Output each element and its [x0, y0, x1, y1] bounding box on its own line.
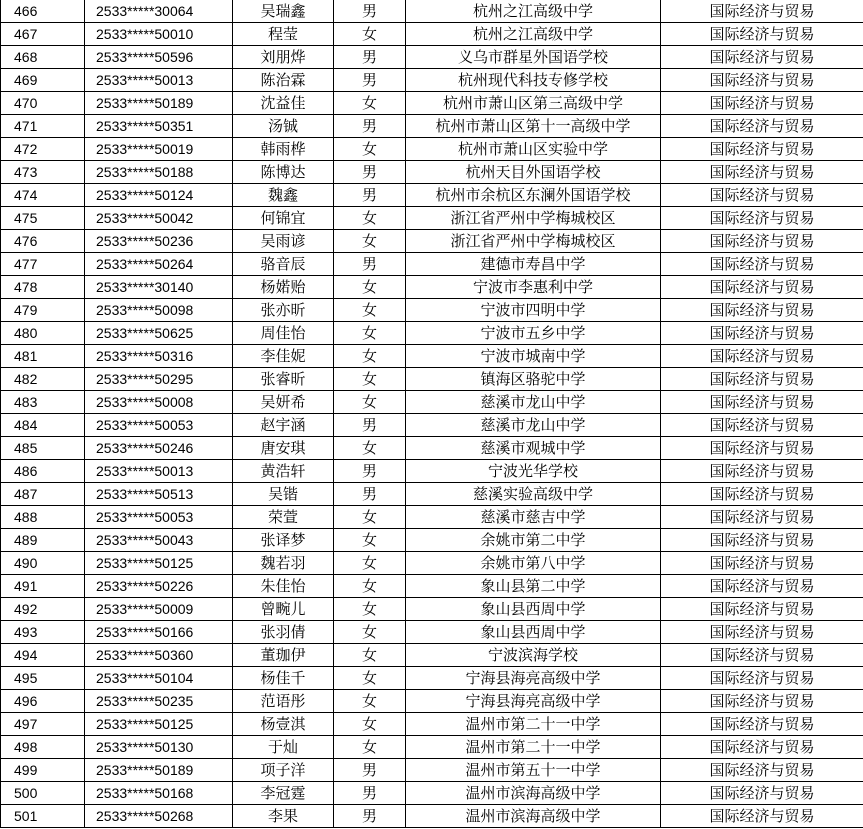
- school-cell: 杭州市萧山区第三高级中学: [406, 92, 661, 115]
- exam-id-cell: 2533*****50168: [85, 782, 233, 805]
- exam-id-cell: 2533*****50124: [85, 184, 233, 207]
- student-name-cell: 吴锴: [233, 483, 334, 506]
- row-number-cell: 495: [1, 667, 85, 690]
- school-cell: 义乌市群星外国语学校: [406, 46, 661, 69]
- row-number-cell: 498: [1, 736, 85, 759]
- student-name-cell: 杨壹淇: [233, 713, 334, 736]
- row-number-cell: 471: [1, 115, 85, 138]
- exam-id-cell: 2533*****50125: [85, 552, 233, 575]
- gender-cell: 男: [334, 253, 406, 276]
- student-name-cell: 唐安琪: [233, 437, 334, 460]
- student-name-cell: 汤铖: [233, 115, 334, 138]
- gender-cell: 女: [334, 575, 406, 598]
- major-cell: 国际经济与贸易: [661, 460, 863, 483]
- major-cell: 国际经济与贸易: [661, 805, 863, 828]
- row-number-cell: 476: [1, 230, 85, 253]
- table-row: [1, 759, 863, 782]
- gender-cell: 女: [334, 368, 406, 391]
- major-cell: 国际经济与贸易: [661, 230, 863, 253]
- row-number-cell: 499: [1, 759, 85, 782]
- major-cell: 国际经济与贸易: [661, 621, 863, 644]
- school-cell: 浙江省严州中学梅城校区: [406, 230, 661, 253]
- exam-id-cell: 2533*****50009: [85, 598, 233, 621]
- table-row: [1, 230, 863, 253]
- student-name-cell: 吴瑞鑫: [233, 0, 334, 23]
- table-row: [1, 69, 863, 92]
- school-cell: 象山县西周中学: [406, 598, 661, 621]
- school-cell: 象山县西周中学: [406, 621, 661, 644]
- gender-cell: 男: [334, 483, 406, 506]
- row-number-cell: 491: [1, 575, 85, 598]
- school-cell: 宁海县海亮高级中学: [406, 667, 661, 690]
- school-cell: 温州市滨海高级中学: [406, 782, 661, 805]
- major-cell: 国际经济与贸易: [661, 713, 863, 736]
- major-cell: 国际经济与贸易: [661, 414, 863, 437]
- row-number-cell: 489: [1, 529, 85, 552]
- school-cell: 宁波滨海学校: [406, 644, 661, 667]
- exam-id-cell: 2533*****50053: [85, 506, 233, 529]
- row-number-cell: 494: [1, 644, 85, 667]
- school-cell: 温州市滨海高级中学: [406, 805, 661, 828]
- student-name-cell: 陈治霖: [233, 69, 334, 92]
- exam-id-cell: 2533*****50166: [85, 621, 233, 644]
- exam-id-cell: 2533*****50360: [85, 644, 233, 667]
- major-cell: 国际经济与贸易: [661, 207, 863, 230]
- exam-id-cell: 2533*****50125: [85, 713, 233, 736]
- school-cell: 余姚市第八中学: [406, 552, 661, 575]
- exam-id-cell: 2533*****50098: [85, 299, 233, 322]
- student-name-cell: 何锦宜: [233, 207, 334, 230]
- row-number-cell: 469: [1, 69, 85, 92]
- gender-cell: 女: [334, 437, 406, 460]
- exam-id-cell: 2533*****30140: [85, 276, 233, 299]
- school-cell: 慈溪市慈吉中学: [406, 506, 661, 529]
- major-cell: 国际经济与贸易: [661, 23, 863, 46]
- school-cell: 宁海县海亮高级中学: [406, 690, 661, 713]
- row-number-cell: 486: [1, 460, 85, 483]
- row-number-cell: 490: [1, 552, 85, 575]
- exam-id-cell: 2533*****50235: [85, 690, 233, 713]
- school-cell: 杭州市萧山区实验中学: [406, 138, 661, 161]
- major-cell: 国际经济与贸易: [661, 0, 863, 23]
- student-name-cell: 杨佳千: [233, 667, 334, 690]
- row-number-cell: 483: [1, 391, 85, 414]
- table-row: [1, 46, 863, 69]
- table-row: [1, 621, 863, 644]
- gender-cell: 女: [334, 207, 406, 230]
- major-cell: 国际经济与贸易: [661, 506, 863, 529]
- student-name-cell: 程莹: [233, 23, 334, 46]
- row-number-cell: 472: [1, 138, 85, 161]
- major-cell: 国际经济与贸易: [661, 667, 863, 690]
- exam-id-cell: 2533*****50104: [85, 667, 233, 690]
- student-name-cell: 朱佳怡: [233, 575, 334, 598]
- table-row: [1, 0, 863, 23]
- school-cell: 慈溪实验高级中学: [406, 483, 661, 506]
- gender-cell: 女: [334, 621, 406, 644]
- major-cell: 国际经济与贸易: [661, 437, 863, 460]
- exam-id-cell: 2533*****50625: [85, 322, 233, 345]
- student-name-cell: 魏若羽: [233, 552, 334, 575]
- major-cell: 国际经济与贸易: [661, 368, 863, 391]
- gender-cell: 女: [334, 644, 406, 667]
- student-name-cell: 曾畹儿: [233, 598, 334, 621]
- row-number-cell: 487: [1, 483, 85, 506]
- gender-cell: 女: [334, 736, 406, 759]
- major-cell: 国际经济与贸易: [661, 276, 863, 299]
- row-number-cell: 497: [1, 713, 85, 736]
- school-cell: 慈溪市龙山中学: [406, 414, 661, 437]
- gender-cell: 女: [334, 230, 406, 253]
- major-cell: 国际经济与贸易: [661, 690, 863, 713]
- gender-cell: 男: [334, 184, 406, 207]
- row-number-cell: 475: [1, 207, 85, 230]
- gender-cell: 女: [334, 138, 406, 161]
- exam-id-cell: 2533*****50042: [85, 207, 233, 230]
- student-name-cell: 董珈伊: [233, 644, 334, 667]
- table-row: [1, 138, 863, 161]
- exam-id-cell: 2533*****50295: [85, 368, 233, 391]
- student-name-cell: 于灿: [233, 736, 334, 759]
- row-number-cell: 479: [1, 299, 85, 322]
- table-row: [1, 805, 863, 828]
- student-name-cell: 荣萱: [233, 506, 334, 529]
- student-name-cell: 杨婼贻: [233, 276, 334, 299]
- table-body: [1, 0, 863, 828]
- major-cell: 国际经济与贸易: [661, 46, 863, 69]
- row-number-cell: 493: [1, 621, 85, 644]
- table-row: [1, 115, 863, 138]
- school-cell: 镇海区骆驼中学: [406, 368, 661, 391]
- gender-cell: 女: [334, 391, 406, 414]
- row-number-cell: 496: [1, 690, 85, 713]
- exam-id-cell: 2533*****50264: [85, 253, 233, 276]
- major-cell: 国际经济与贸易: [661, 782, 863, 805]
- row-number-cell: 500: [1, 782, 85, 805]
- gender-cell: 女: [334, 552, 406, 575]
- exam-id-cell: 2533*****50236: [85, 230, 233, 253]
- gender-cell: 女: [334, 713, 406, 736]
- major-cell: 国际经济与贸易: [661, 552, 863, 575]
- table-row: [1, 506, 863, 529]
- exam-id-cell: 2533*****50008: [85, 391, 233, 414]
- school-cell: 慈溪市龙山中学: [406, 391, 661, 414]
- row-number-cell: 488: [1, 506, 85, 529]
- school-cell: 余姚市第二中学: [406, 529, 661, 552]
- student-name-cell: 骆音辰: [233, 253, 334, 276]
- gender-cell: 男: [334, 805, 406, 828]
- student-name-cell: 吴妍希: [233, 391, 334, 414]
- major-cell: 国际经济与贸易: [661, 575, 863, 598]
- school-cell: 宁波市城南中学: [406, 345, 661, 368]
- table-row: [1, 161, 863, 184]
- major-cell: 国际经济与贸易: [661, 644, 863, 667]
- row-number-cell: 480: [1, 322, 85, 345]
- exam-id-cell: 2533*****50013: [85, 69, 233, 92]
- gender-cell: 男: [334, 782, 406, 805]
- school-cell: 浙江省严州中学梅城校区: [406, 207, 661, 230]
- exam-id-cell: 2533*****30064: [85, 0, 233, 23]
- table-row: [1, 23, 863, 46]
- table-row: [1, 276, 863, 299]
- row-number-cell: 474: [1, 184, 85, 207]
- school-cell: 宁波市五乡中学: [406, 322, 661, 345]
- major-cell: 国际经济与贸易: [661, 115, 863, 138]
- gender-cell: 女: [334, 667, 406, 690]
- exam-id-cell: 2533*****50596: [85, 46, 233, 69]
- major-cell: 国际经济与贸易: [661, 598, 863, 621]
- exam-id-cell: 2533*****50513: [85, 483, 233, 506]
- row-number-cell: 477: [1, 253, 85, 276]
- table-row: [1, 736, 863, 759]
- major-cell: 国际经济与贸易: [661, 161, 863, 184]
- row-number-cell: 482: [1, 368, 85, 391]
- major-cell: 国际经济与贸易: [661, 253, 863, 276]
- exam-id-cell: 2533*****50019: [85, 138, 233, 161]
- student-name-cell: 张译梦: [233, 529, 334, 552]
- major-cell: 国际经济与贸易: [661, 184, 863, 207]
- student-name-cell: 刘朋烨: [233, 46, 334, 69]
- student-name-cell: 沈益佳: [233, 92, 334, 115]
- student-name-cell: 张亦昕: [233, 299, 334, 322]
- school-cell: 杭州之江高级中学: [406, 0, 661, 23]
- school-cell: 杭州之江高级中学: [406, 23, 661, 46]
- gender-cell: 女: [334, 529, 406, 552]
- student-name-cell: 吴雨谚: [233, 230, 334, 253]
- school-cell: 宁波市四明中学: [406, 299, 661, 322]
- exam-id-cell: 2533*****50043: [85, 529, 233, 552]
- table-row: [1, 667, 863, 690]
- school-cell: 建德市寿昌中学: [406, 253, 661, 276]
- exam-id-cell: 2533*****50226: [85, 575, 233, 598]
- table-row: [1, 713, 863, 736]
- exam-id-cell: 2533*****50189: [85, 759, 233, 782]
- school-cell: 宁波光华学校: [406, 460, 661, 483]
- gender-cell: 女: [334, 690, 406, 713]
- gender-cell: 男: [334, 161, 406, 184]
- table-row: [1, 782, 863, 805]
- gender-cell: 男: [334, 115, 406, 138]
- table-row: [1, 460, 863, 483]
- row-number-cell: 484: [1, 414, 85, 437]
- gender-cell: 男: [334, 759, 406, 782]
- table-row: [1, 690, 863, 713]
- school-cell: 杭州市萧山区第十一高级中学: [406, 115, 661, 138]
- student-name-cell: 范语彤: [233, 690, 334, 713]
- gender-cell: 女: [334, 92, 406, 115]
- exam-id-cell: 2533*****50013: [85, 460, 233, 483]
- student-name-cell: 李果: [233, 805, 334, 828]
- gender-cell: 女: [334, 506, 406, 529]
- table-row: [1, 644, 863, 667]
- gender-cell: 女: [334, 23, 406, 46]
- exam-id-cell: 2533*****50053: [85, 414, 233, 437]
- student-name-cell: 项子洋: [233, 759, 334, 782]
- exam-id-cell: 2533*****50189: [85, 92, 233, 115]
- exam-id-cell: 2533*****50351: [85, 115, 233, 138]
- major-cell: 国际经济与贸易: [661, 299, 863, 322]
- exam-id-cell: 2533*****50268: [85, 805, 233, 828]
- row-number-cell: 478: [1, 276, 85, 299]
- table-row: [1, 322, 863, 345]
- student-name-cell: 赵宇涵: [233, 414, 334, 437]
- table-row: [1, 483, 863, 506]
- major-cell: 国际经济与贸易: [661, 345, 863, 368]
- student-name-cell: 魏鑫: [233, 184, 334, 207]
- major-cell: 国际经济与贸易: [661, 92, 863, 115]
- table-row: [1, 575, 863, 598]
- table-row: [1, 437, 863, 460]
- table-row: [1, 368, 863, 391]
- school-cell: 象山县第二中学: [406, 575, 661, 598]
- exam-id-cell: 2533*****50316: [85, 345, 233, 368]
- major-cell: 国际经济与贸易: [661, 736, 863, 759]
- row-number-cell: 468: [1, 46, 85, 69]
- school-cell: 温州市第五十一中学: [406, 759, 661, 782]
- row-number-cell: 467: [1, 23, 85, 46]
- school-cell: 温州市第二十一中学: [406, 713, 661, 736]
- row-number-cell: 492: [1, 598, 85, 621]
- major-cell: 国际经济与贸易: [661, 391, 863, 414]
- row-number-cell: 470: [1, 92, 85, 115]
- student-name-cell: 陈博达: [233, 161, 334, 184]
- row-number-cell: 481: [1, 345, 85, 368]
- gender-cell: 女: [334, 598, 406, 621]
- gender-cell: 女: [334, 276, 406, 299]
- gender-cell: 男: [334, 69, 406, 92]
- table-row: [1, 253, 863, 276]
- row-number-cell: 466: [1, 0, 85, 23]
- gender-cell: 男: [334, 414, 406, 437]
- exam-id-cell: 2533*****50130: [85, 736, 233, 759]
- table-row: [1, 299, 863, 322]
- table-row: [1, 184, 863, 207]
- table-row: [1, 552, 863, 575]
- exam-id-cell: 2533*****50010: [85, 23, 233, 46]
- major-cell: 国际经济与贸易: [661, 483, 863, 506]
- table-row: [1, 598, 863, 621]
- row-number-cell: 501: [1, 805, 85, 828]
- school-cell: 杭州现代科技专修学校: [406, 69, 661, 92]
- school-cell: 慈溪市观城中学: [406, 437, 661, 460]
- gender-cell: 男: [334, 460, 406, 483]
- student-name-cell: 张羽倩: [233, 621, 334, 644]
- row-number-cell: 473: [1, 161, 85, 184]
- table-row: [1, 529, 863, 552]
- major-cell: 国际经济与贸易: [661, 322, 863, 345]
- school-cell: 杭州天目外国语学校: [406, 161, 661, 184]
- school-cell: 宁波市李惠利中学: [406, 276, 661, 299]
- major-cell: 国际经济与贸易: [661, 138, 863, 161]
- gender-cell: 女: [334, 299, 406, 322]
- exam-id-cell: 2533*****50246: [85, 437, 233, 460]
- table-row: [1, 414, 863, 437]
- gender-cell: 女: [334, 322, 406, 345]
- student-name-cell: 李佳妮: [233, 345, 334, 368]
- row-number-cell: 485: [1, 437, 85, 460]
- table-row: [1, 92, 863, 115]
- major-cell: 国际经济与贸易: [661, 529, 863, 552]
- school-cell: 温州市第二十一中学: [406, 736, 661, 759]
- major-cell: 国际经济与贸易: [661, 69, 863, 92]
- school-cell: 杭州市余杭区东澜外国语学校: [406, 184, 661, 207]
- exam-id-cell: 2533*****50188: [85, 161, 233, 184]
- student-name-cell: 李冠霆: [233, 782, 334, 805]
- table-row: [1, 345, 863, 368]
- student-name-cell: 张睿昕: [233, 368, 334, 391]
- major-cell: 国际经济与贸易: [661, 759, 863, 782]
- gender-cell: 男: [334, 46, 406, 69]
- table-row: [1, 391, 863, 414]
- student-name-cell: 周佳怡: [233, 322, 334, 345]
- table-row: [1, 207, 863, 230]
- gender-cell: 男: [334, 0, 406, 23]
- student-name-cell: 黄浩轩: [233, 460, 334, 483]
- gender-cell: 女: [334, 345, 406, 368]
- student-name-cell: 韩雨桦: [233, 138, 334, 161]
